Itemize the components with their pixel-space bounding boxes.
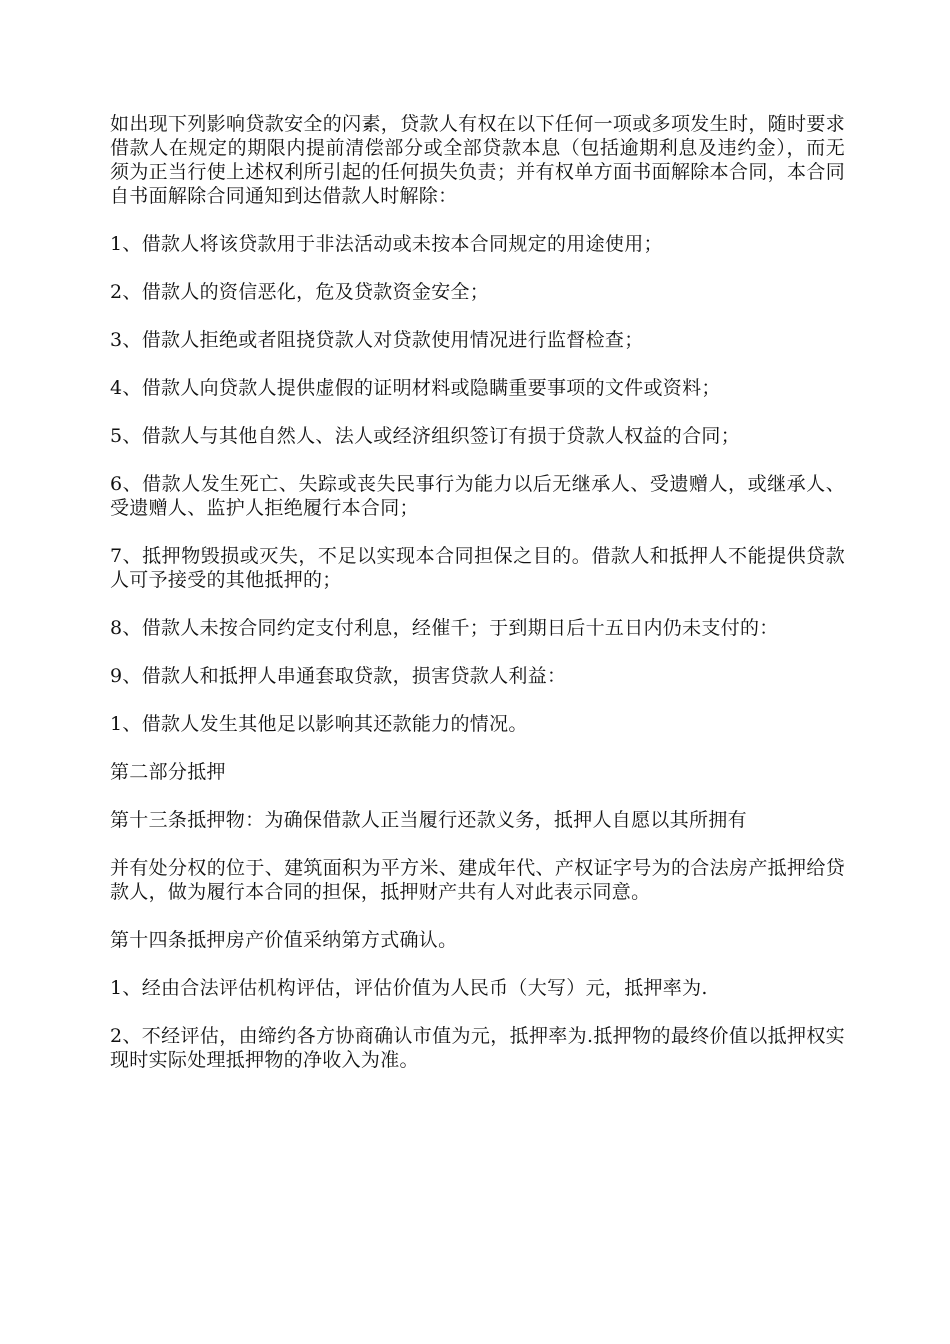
clause-item-10: 1、借款人发生其他足以影响其还款能力的情况。	[110, 713, 528, 735]
clause-item-9: 9、借款人和抵押人串通套取贷款，损害贷款人利益：	[110, 665, 567, 687]
valuation-method-1: 1、经由合法评估机构评估，评估价值为人民币（大写）元，抵押率为.	[110, 977, 708, 999]
article-14: 第十四条抵押房产价值采纳第方式确认。	[110, 929, 458, 951]
intro-paragraph: 如出现下列影响贷款安全的闪素，贷款人有权在以下任何一项或多项发生时，随时要求借款人在规定的期限内提前清偿部分或全部贷款本息（包括逾期利息及违约金），而无须为正当行使上述权利所引起的任何损失负责；并有权单方面书面解除本合同，本合同自书面解除合同通知到达借款人时解除：	[110, 113, 845, 207]
clause-item-6: 6、借款人发生死亡、失踪或丧失民事行为能力以后无继承人、受遗赠人，或继承人、受遗赠人、监护人拒绝履行本合同；	[110, 473, 845, 519]
article-13-continued: 并有处分权的位于、建筑面积为平方米、建成年代、产权证字号为的合法房产抵押给贷款人，做为履行本合同的担保，抵押财产共有人对此表示同意。	[110, 857, 845, 903]
section-heading: 第二部分抵押	[110, 761, 226, 783]
clause-item-7: 7、抵押物毁损或灭失，不足以实现本合同担保之目的。借款人和抵押人不能提供贷款人可予接受的其他抵押的；	[110, 545, 845, 591]
clause-item-2: 2、借款人的资信恶化，危及贷款资金安全；	[110, 281, 490, 303]
clause-item-4: 4、借款人向贷款人提供虚假的证明材料或隐瞒重要事项的文件或资料；	[110, 377, 721, 399]
clause-item-8: 8、借款人未按合同约定支付利息，经催千；于到期日后十五日内仍未支付的：	[110, 617, 779, 639]
document-page	[110, 112, 845, 1096]
article-13: 第十三条抵押物：为确保借款人正当履行还款义务，抵押人自愿以其所拥有	[110, 809, 747, 831]
clause-item-5: 5、借款人与其他自然人、法人或经济组织签订有损于贷款人权益的合同；	[110, 425, 740, 447]
clause-item-3: 3、借款人拒绝或者阻挠贷款人对贷款使用情况进行监督检查；	[110, 329, 644, 351]
clause-item-1: 1、借款人将该贷款用于非法活动或未按本合同规定的用途使用；	[110, 233, 663, 255]
valuation-method-2: 2、不经评估，由缔约各方协商确认市值为元，抵押率为.抵押物的最终价值以抵押权实现时实际处理抵押物的净收入为准。	[110, 1025, 845, 1071]
